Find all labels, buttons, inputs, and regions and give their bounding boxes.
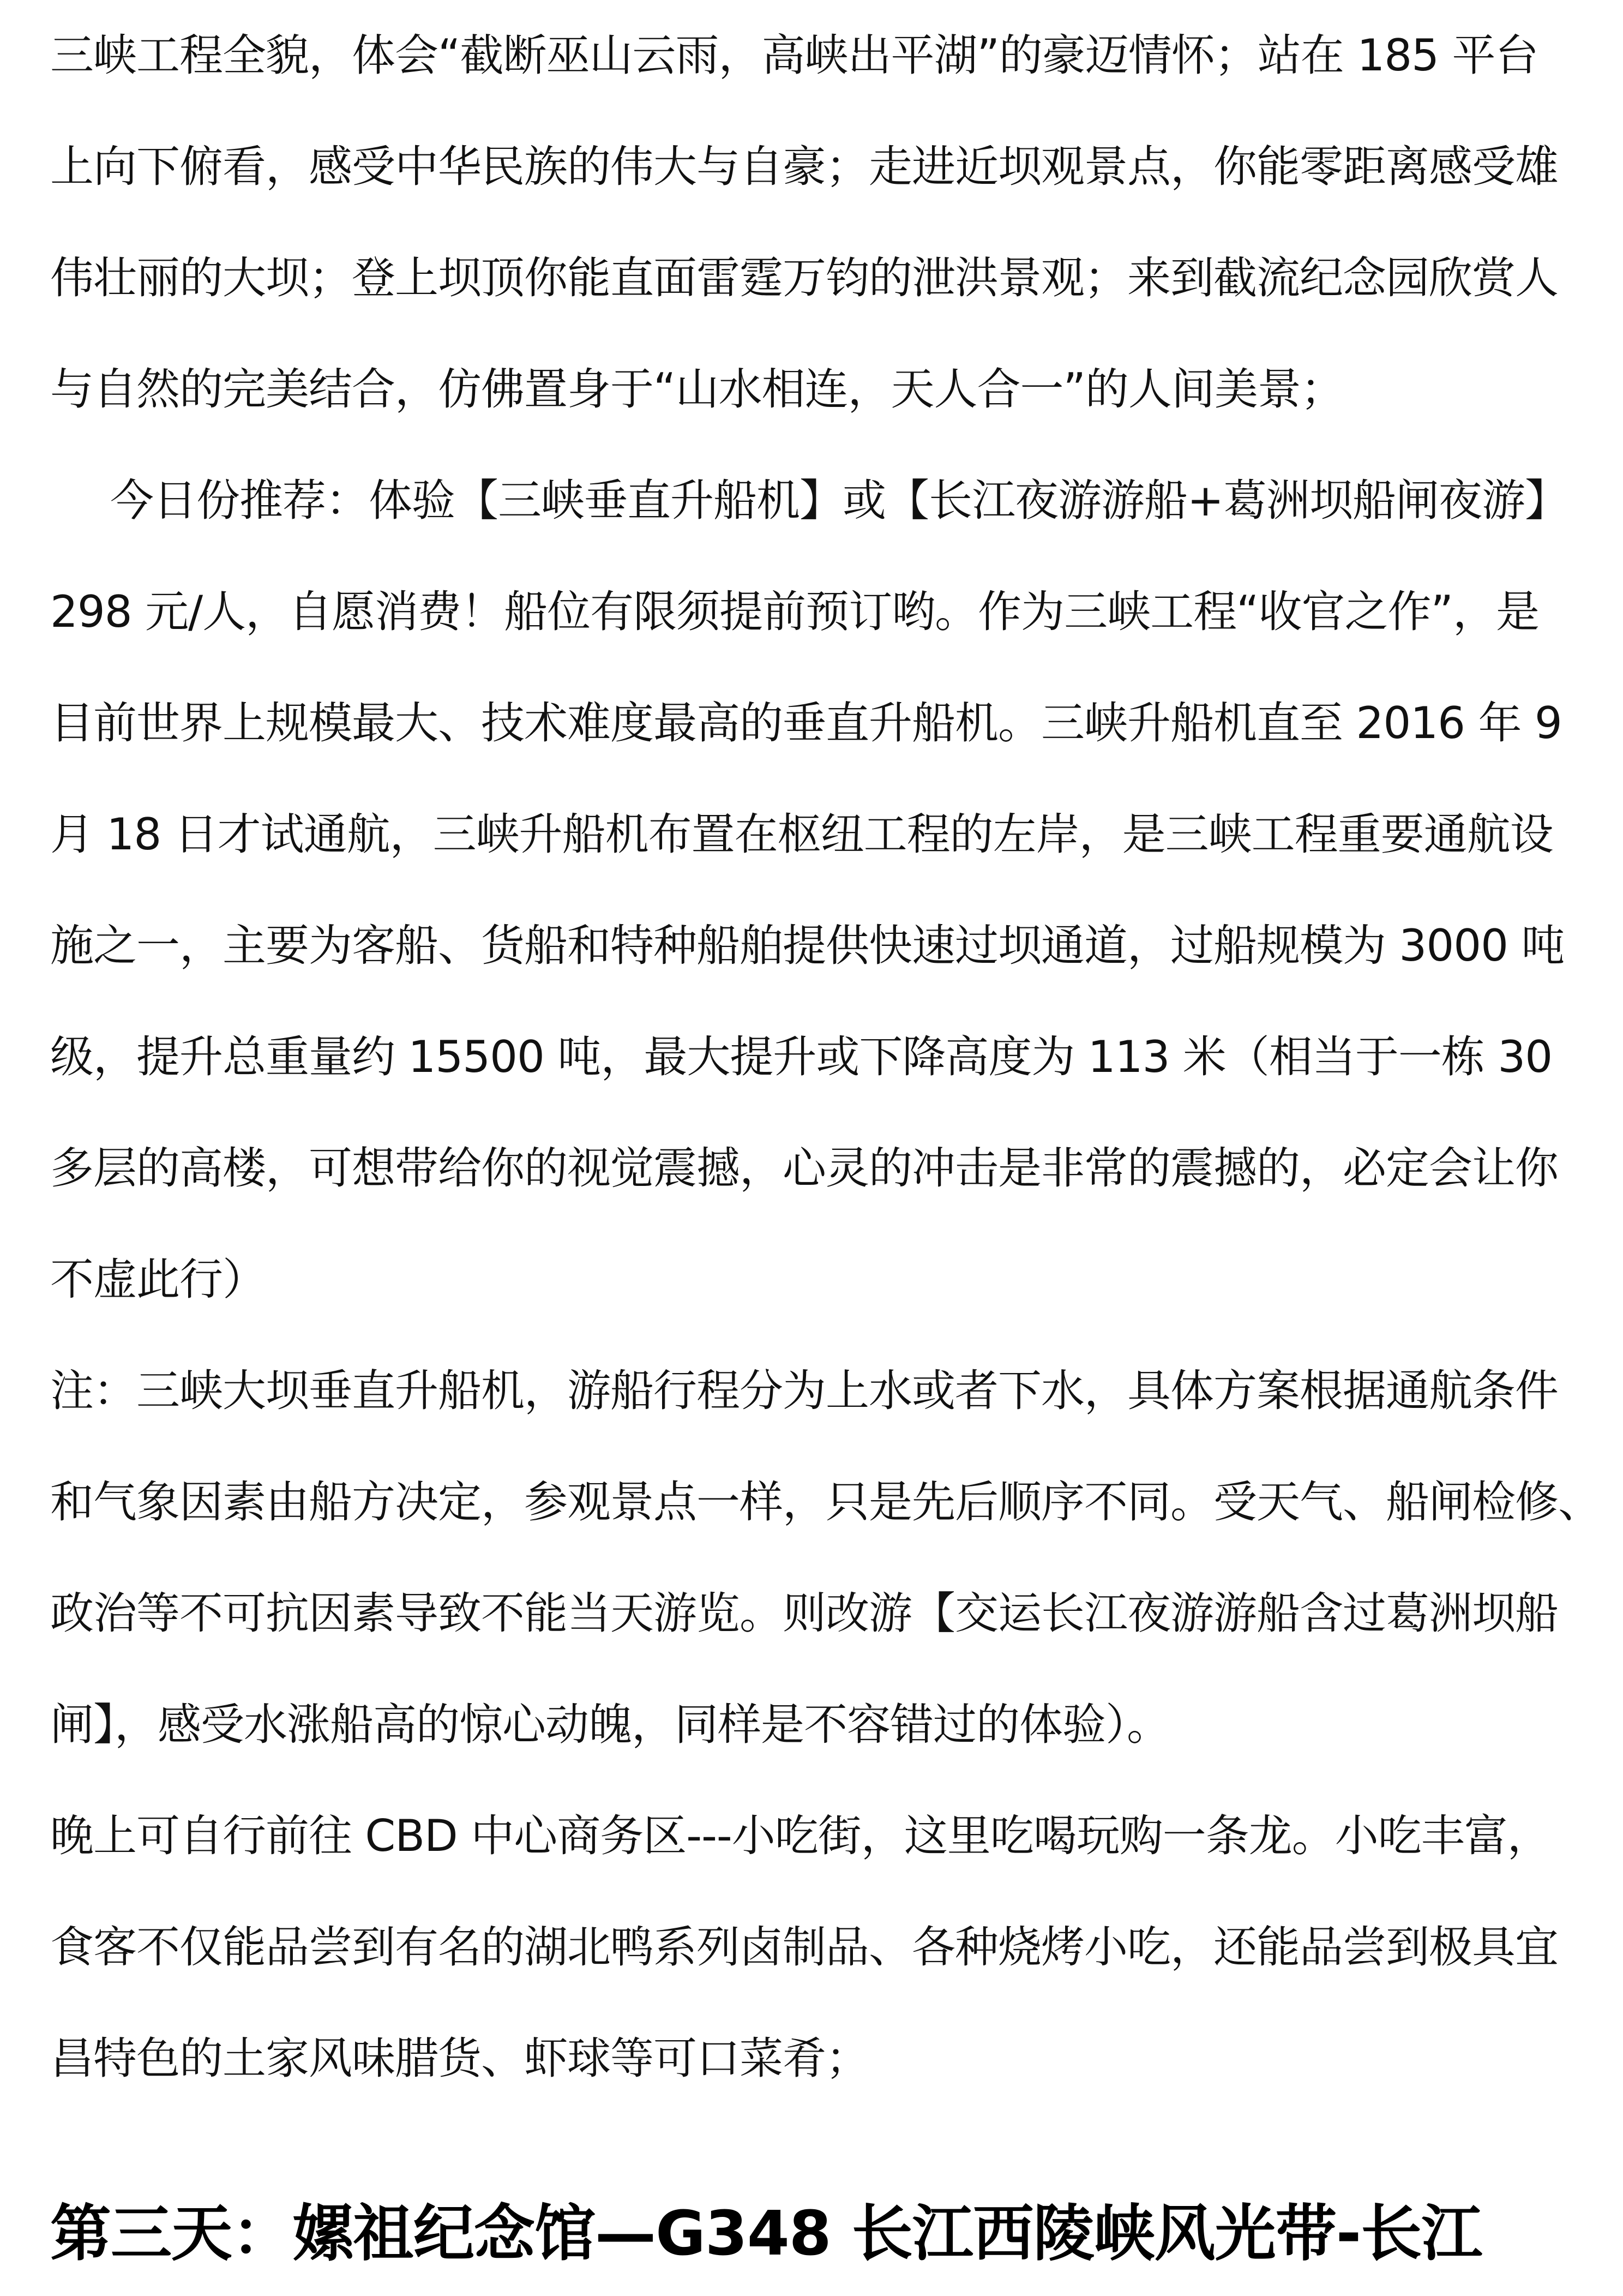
text-line: 不虚此行） [50,1254,266,1305]
text-line: 晚上可自行前往 CBD 中心商务区---小吃街，这里吃喝玩购一条龙。小吃丰富， [50,1811,1550,1861]
text-line: 上向下俯看，感受中华民族的伟大与自豪；走进近坝观景点，你能零距离感受雄 [50,141,1558,192]
paragraph-todays-recommendation [50,445,1568,1335]
text-line: 注：三峡大坝垂直升船机，游船行程分为上水或者下水，具体方案根据通航条件 [50,1365,1558,1416]
text-line: 和气象因素由船方决定，参观景点一样，只是先后顺序不同。受天气、船闸检修、 [50,1477,1601,1527]
text-line: 今日份推荐：体验【三峡垂直升船机】或【长江夜游游船+葛洲坝船闸夜游】 [110,475,1568,526]
text-line: 月 18 日才试通航，三峡升船机布置在枢纽工程的左岸，是三峡工程重要通航设 [50,809,1553,860]
paragraph-evening-snack-street [50,1781,1558,2114]
text-line: 食客不仅能品尝到有名的湖北鸭系列卤制品、各种烧烤小吃，还能品尝到极具宜 [50,1922,1558,1973]
text-line: 昌特色的土家风味腊货、虾球等可口菜肴； [50,2033,869,2084]
text-line: 目前世界上规模最大、技术难度最高的垂直升船机。三峡升船机直至 2016 年 9 [50,698,1562,748]
text-line: 政治等不可抗因素导致不能当天游览。则改游【交运长江夜游游船含过葛洲坝船 [50,1588,1558,1639]
text-line: 多层的高楼，可想带给你的视觉震撼，心灵的冲击是非常的震撼的，必定会让你 [50,1143,1558,1194]
text-line: 与自然的完美结合，仿佛置身于“山水相连，天人合一”的人间美景； [50,364,1344,415]
day-three-heading: 第三天：嫘祖纪念馆—G348 长江西陵峡风光带-长江 [50,2198,1482,2269]
paragraph-note [50,1335,1601,1781]
text-line: 施之一，主要为客船、货船和特种船舶提供快速过坝通道，过船规模为 3000 吨 [50,920,1565,971]
text-line: 三峡工程全貌，体会“截断巫山云雨，高峡出平湖”的豪迈情怀；站在 185 平台 [50,30,1538,81]
text-line: 伟壮丽的大坝；登上坝顶你能直面雷霆万钧的泄洪景观；来到截流纪念园欣赏人 [50,253,1558,303]
text-line: 级，提升总重量约 15500 吨，最大提升或下降高度为 113 米（相当于一栋 30 [50,1032,1553,1082]
paragraph-three-gorges-overview [50,0,1558,445]
text-line: 298 元/人，自愿消费！船位有限须提前预订哟。作为三峡工程“收官之作”，是 [50,586,1539,637]
text-line: 闸】，感受水涨船高的惊心动魄，同样是不容错过的体验）。 [50,1699,1170,1750]
